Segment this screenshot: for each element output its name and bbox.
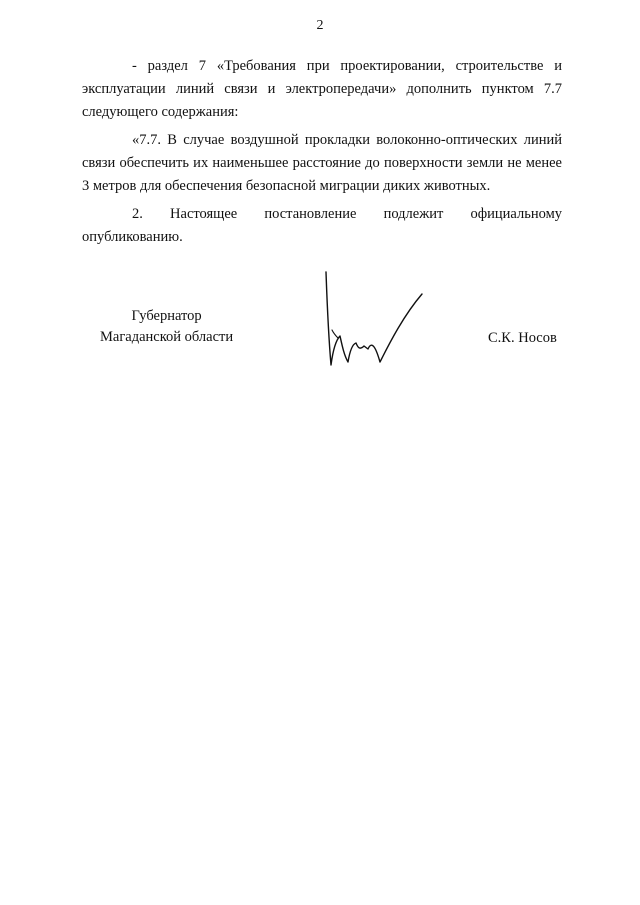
signature-block	[0, 306, 640, 396]
paragraph-amendment-section-7: - раздел 7 «Требования при проектировании, строительстве и эксплуатации линий связи и электропередачи» дополнить пунктом 7.7 следующего содержания:	[82, 58, 562, 120]
signer-position-line-2: Магаданской области	[100, 329, 234, 345]
page-number: 2	[316, 18, 324, 33]
handwritten-signature	[318, 270, 428, 375]
signer-position	[100, 306, 233, 348]
signer-position-line-1: Губернатор	[131, 308, 202, 324]
paragraph-item-7-7: «7.7. В случае воздушной прокладки волоконно-оптических линий связи обеспечить их наименьшее расстояние до поверхности земли не менее 3 метров для обеспечения безопасной миграции диких животных.	[82, 132, 562, 194]
document-body	[82, 55, 562, 249]
signer-name: С.К. Носов	[488, 330, 557, 346]
paragraph-publication: 2. Настоящее постановление подлежит официальному опубликованию.	[82, 206, 562, 245]
